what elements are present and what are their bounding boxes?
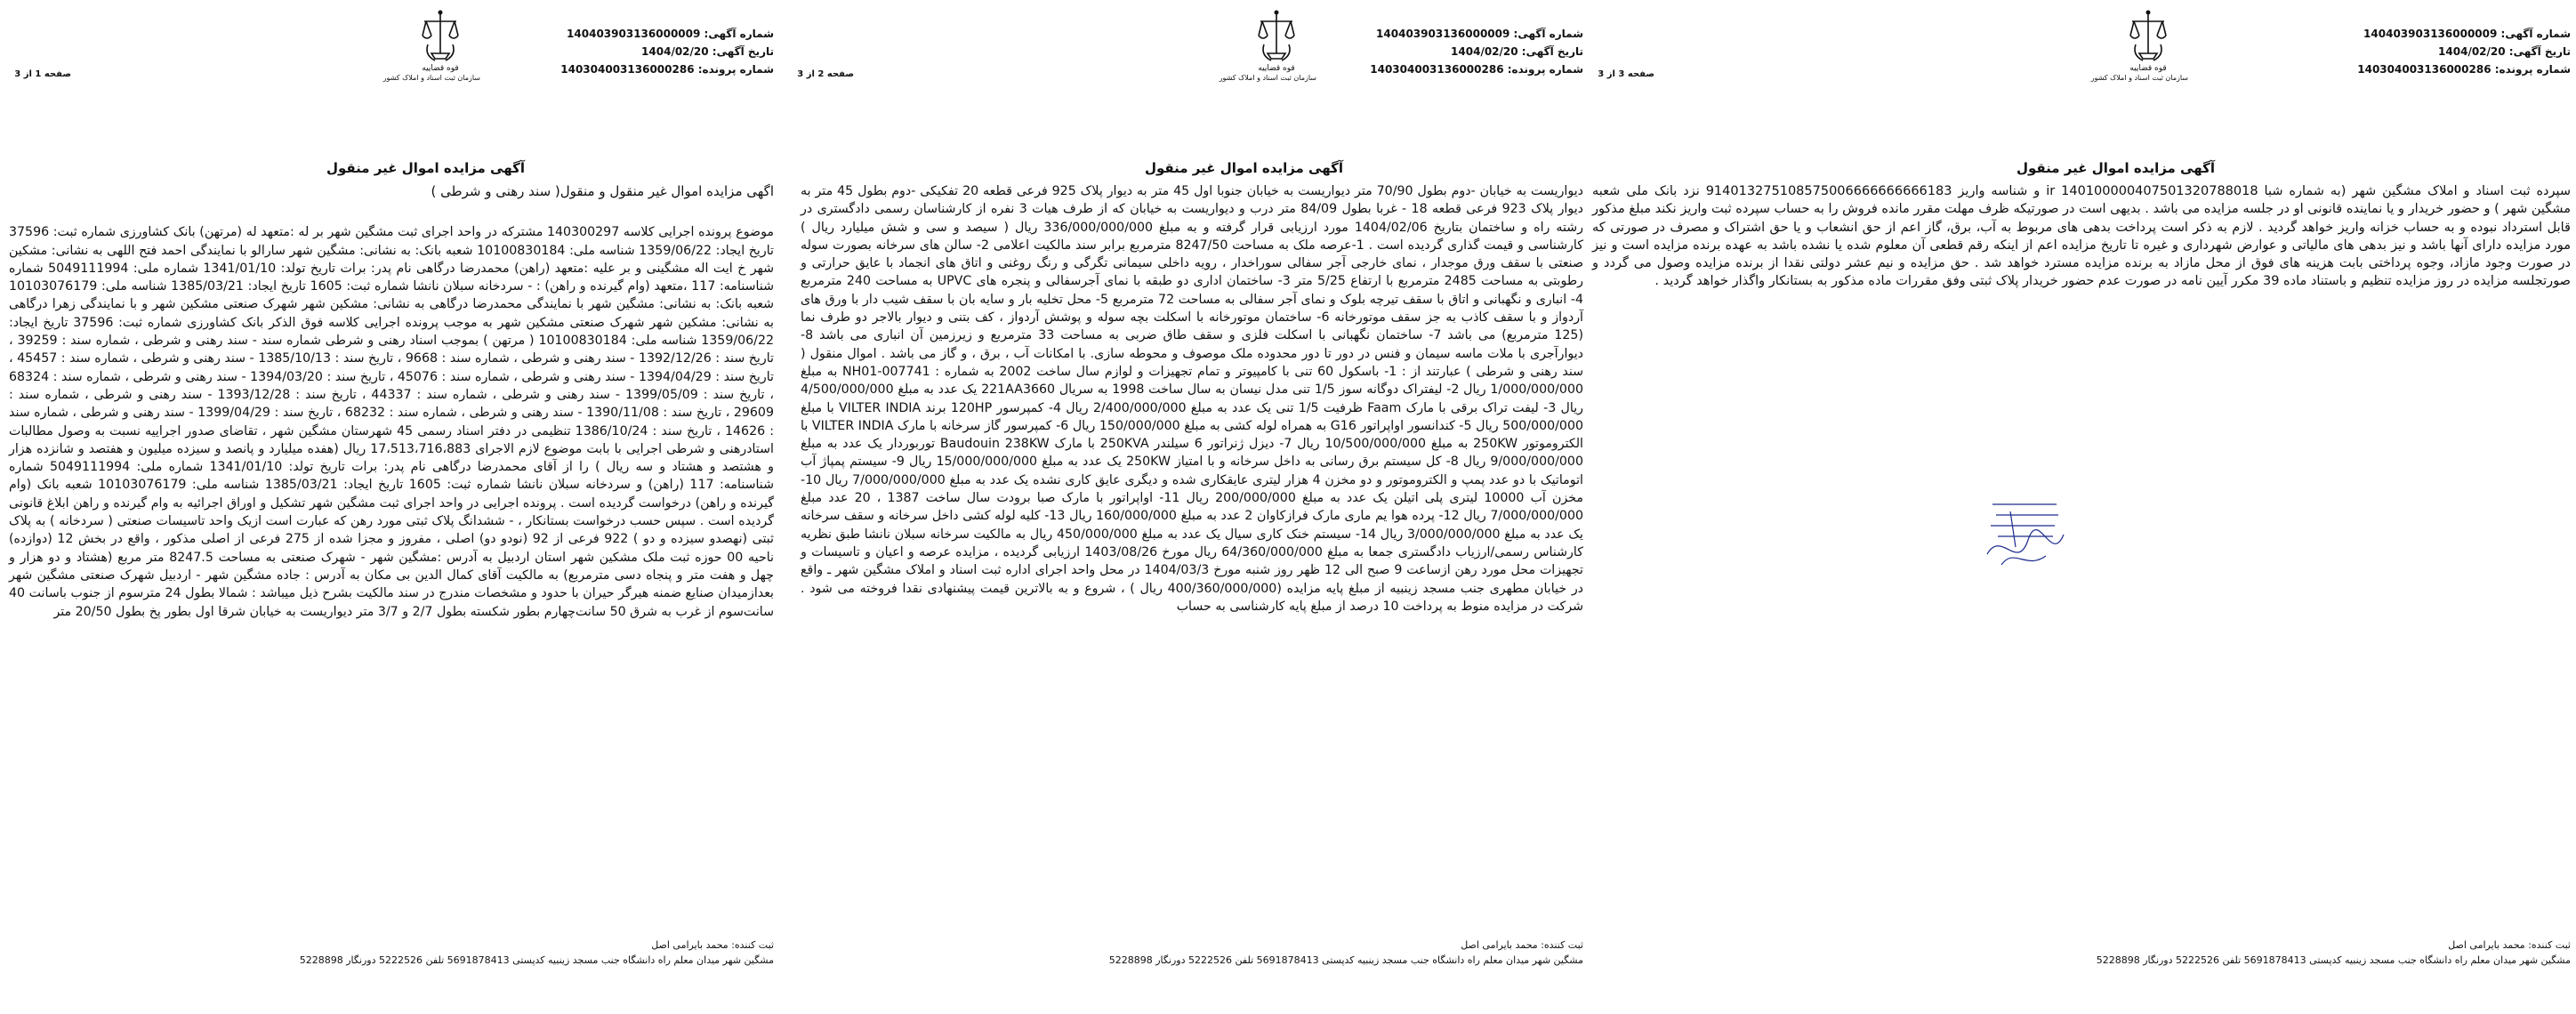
signer-line: ثبت کننده: محمد بایرامی اصل	[2448, 939, 2571, 951]
ad-meta	[2357, 25, 2571, 78]
body-paragraph: دیواریست به خیابان -دوم بطول 70/90 متر دیواریست به خیابان جنوبا اول 45 متر به دیوار پلاک 925 فرعی قطعه 20 تفکیکی -دوم بطول 45 متر به دیوار پلاک 923 فرعی قطعه 18 - غربا بطول 84/09 متر درب و دیواریست به خیابان که از طرف هیات 3 نفره از کارشناسان رسمی دادگستری در رشته راه و ساختمان بتاریخ 1404/02/06 مورد ارزیابی قرار گرفته و به مبلغ 336/000/000/000 ریال ( سیصد و سی و شش میلیارد ریال ) کارشناسی و قیمت گذاری گردیده است . 1-عرصه ملک به مساحت 8247/50 مترمربع برابر سند مالکیت اعلامی 2- سالن های سرخانه بصورت سوله صنعتی با سقف ورق موجدار ، نمای خارجی آجر سفالی سوراخدار ، رویه داخلی سیمانی تگرگی و رنگ روغنی و اتاق های انجماد با عایق حرارتی و رطوبتی به مساحت 2485 مترمربع با ارتفاع 5/25 متر 3- ساختمان اداری دو طبقه با نمای آجرسفالی و پنجره های UPVC به مساحت 240 مترمربع 4- انباری و نگهبانی و اتاق با سقف تیرچه بلوک و نمای آجر سفالی به مساحت 72 مترمربع 5- محل تخلیه بار و سایه بان با سقف شیب دار با ورق های آردواز و با سقف کاذب به جز سقف موتورخانه 6- ساختمان موتورخانه با اسکلت بچه سوله و پوشش آردواز ، کف بتنی و دیوار بالاجر دو طرف نما (125 مترمربع) می باشد 7- ساختمان نگهبانی با اسکلت فلزی و سقف طاق ضربی به مساحت 33 مترمربع و زیرزمین آن انباری می باشد 8- دیوارآجری با ملات ماسه سیمان و فنس در دور تا دور محدوده ملک موصوف و محوطه سازی. با امکانات آب ، برق ، و گاز می باشد . اموال منقول ( سند رهنی و شرطی ) عبارتند از : 1- باسکول 60 تنی با کامپیوتر و تمام تجهیزات و لوازم سال ساخت 2002 به شماره : NH01-007741 به مبلغ 1/000/000/000 ریال 2- لیفتراک دوگانه سوز 1/5 تنی مدل نیسان به سال ساخت 1998 به سریال 221AA3660 یک عدد به مبلغ 4/500/000/000 ریال 3- لیفت تراک برقی با مارک Faam ظرفیت 1/5 تنی یک عدد به مبلغ 2/400/000/000 ریال 4- کمپرسور 120HP برند VILTER INDIA با مبلغ 500/000/000 ریال 5- کندانسور اواپراتور G16 به همراه لوله کشی به مبلغ 150/000/000 ریال 6- کمپرسور گاز سرخانه با مارک VILTER INDIA با الکتروموتور 250KW به مبلغ 10/500/000/000 ریال 7- دیزل ژنراتور 6 سیلندر 250KVA با مارک Baudouin 238KW توربوردار یک عدد به مبلغ 9/000/000/000 ریال 8- کل سیستم برق رسانی به داخل سرخانه و با امتیاز 250KW یک عدد به مبلغ 15/000/000/000 ریال 9- سیستم پمپاژ آب اتوماتیک با دو عدد پمپ و الکتروموتور و دو مخزن 4 هزار لیتری عایقکاری شده و دیگری عایق کاری نشده یک عدد به مبلغ 7/000/000/000 ریال 10- مخزن آب 10000 لیتری پلی اتیلن یک عدد به مبلغ 200/000/000 ریال 11- اواپراتور با مارک صبا برودت سال ساخت 1387 ، 20 عدد مبلغ 7/000/000/000 ریال 12- پرده هوا یم ماری مارک فرازکاوان 2 عدد به مبلغ 160/000/000 ریال 13- کلیه لوله کشی داخل سرخانه و سقف سرخانه یک عدد به مبلغ 3/000/000/000 ریال 14- سیستم خنک کاری سیال یک عدد به مبلغ 450/000/000 ریال به مالکیت سرخانه سبلان نانشا طبق نظریه کارشناس رسمی/ارزیاب دادگستری جمعا به مبلغ 64/360/000/000 ریال مورخ 1403/08/26 ارزیابی گردیده ، مزایده عرصه و اعیان و تاسیسات و تجهیزات محل مورد رهن ازساعت 9 صبح الی 12 ظهر روز شنبه مورخ 1404/03/3 در محل واحد اجرای اداره ثبت اسناد و املاک مشگین شهر ـ واقع در خیابان مطهری جنب مسجد زینبیه از مبلغ پایه مزایده (400/360/000/000 ریال ) ، شروع و به بالاترین قیمت پیشنهادی نقدا فروخته می شود . شرکت در مزایده منوط به پرداخت 10 درصد از مبلغ پایه کارشناسی به حساب	[801, 184, 1584, 614]
ad-number: شماره آگهی: 140403903136000009	[567, 28, 774, 40]
ad-meta	[1370, 25, 1583, 78]
office-address: مشگین شهر میدان معلم راه دانشگاه جنب مسجد زینبیه کدپستی 5691878413 تلفن 5222526 دورنگار 5228898	[299, 954, 774, 966]
logo-caption-top: قوه قضاییه	[2129, 64, 2167, 73]
page-title: آگهی مزایده اموال غیر منقول	[1144, 160, 1343, 176]
body-paragraph: سپرده ثبت اسناد و املاک مشگین شهر (به شماره شبا 140100000407501320788018 ir و شناسه واریز 914013275108575006666666666183 نزد بانک ملی شعبه مشگین شهر ) و حضور خریدار و یا نماینده قانونی او در جلسه مزایده می باشد . بدیهی است در صورتیکه ظرف مهلت مقرر مانده فروش را به حساب سپرده ثبت واریز نکند مبلغ مذکور قابل استرداد نبوده و به حساب خزانه واریز خواهد گردید . لازم به ذکر است پرداخت بدهی های مربوط به آب، برق، گاز اعم از حق انشعاب و یا حق اشتراک و مصرف در صورتی که مورد مزایده دارای آنها باشد و نیز بدهی های مالیاتی و عوارض شهرداری و غیره تا تاریخ مزایده اعم از اینکه رقم قطعی آن معلوم شده یا نشده باشد به عهده برنده مزایده است و نیز در صورت وجود مازاد، وجوه پرداختی بابت هزینه های فوق از محل مازاد به برنده مزایده مسترد خواهد شد . حق مزایده و نیم عشر دولتی نقدا از برنده مزایده وصول می گردد و صورتجلسه مزایده در روز مزایده تنظیم و باستناد ماده 39 مکرر آیین نامه در صورت عدم حضور خریدار پلاک ثبتی وفق مقررات ماده مذکور به بستانکار واگذار خواهد گردید .	[1592, 184, 2572, 289]
ad-date: تاریخ آگهی: 1404/02/20	[641, 45, 774, 58]
signer-line: ثبت کننده: محمد بایرامی اصل	[651, 939, 774, 951]
page-number: صفحه 1 از 3	[14, 69, 71, 79]
logo-caption-top: قوه قضاییه	[1258, 64, 1295, 73]
scales-emblem-icon	[421, 9, 460, 64]
signature-stamp-icon	[1975, 485, 2073, 583]
document-page-1	[0, 0, 774, 1014]
document-page-3	[1592, 0, 2571, 1014]
logo-caption-bottom: سازمان ثبت اسناد و املاک کشور	[382, 74, 480, 82]
ad-date: تاریخ آگهی: 1404/02/20	[2438, 45, 2571, 58]
ad-meta	[560, 25, 774, 78]
signer-line: ثبت کننده: محمد بایرامی اصل	[1461, 939, 1583, 951]
office-address: مشگین شهر میدان معلم راه دانشگاه جنب مسجد زینبیه کدپستی 5691878413 تلفن 5222526 دورنگار 5228898	[1108, 954, 1583, 966]
document-page-2	[783, 0, 1583, 1014]
ad-date: تاریخ آگهی: 1404/02/20	[1451, 45, 1583, 58]
body-text	[9, 182, 774, 621]
body-paragraph: موضوع پرونده اجرایی کلاسه 140300297 مشترکه در واحد اجرای ثبت مشگین شهر بر له :متعهد له (مرتهن) بانک کشاورزی شماره ثبت: 37596 تاریخ ایجاد: 1359/06/22 شناسه ملی: 10100830184 شعبه بانک: به نشانی: مشگین شهر سارالو با نمایندگی احمد فتح اللهی به نشانی: مشکین شهر خ ایت اله مشگینی و بر علیه :متعهد (راهن) محمدرضا درگاهی نام پدر: برات تاریخ تولد: 1341/01/10 شماره ملی: 5049111994 شماره شناسنامه: 117 ،متعهد (وام گیرنده و راهن) : - سردخانه سبلان نانشا شماره ثبت: 1605 تاریخ ایجاد: 1385/03/21 شناسه ملی: 10103076179 شعبه بانک: به نشانی: مشگین شهر با نمایندگی محمدرضا درگاهی به نشانی: مشکین شهر شهرک صنعتی مشکین شهر و با نمایندگی زهرا درگاهی به نشانی: مشکین شهر شهرک صنعتی مشکین شهر به موجب پرونده اجرایی کلاسه فوق الذکر بانک کشاورزی شماره ثبت: 37596 تاریخ ایجاد: 1359/06/22 شناسه ملی: 10100830184 ( مرتهن ) بموجب اسناد رهنی و شرطی شماره سند - سند رهنی و شرطی ، شماره سند : 39259 ، تاریخ سند : 1392/12/26 - سند رهنی و شرطی ، شماره سند : 9668 ، تاریخ سند : 1385/10/13 - سند رهنی و شرطی ، شماره سند : 45457 ، تاریخ سند : 1394/04/29 - سند رهنی و شرطی ، شماره سند : 45076 ، تاریخ سند : 1394/03/20 - سند رهنی و شرطی ، شماره سند : 68324 ، تاریخ سند : 1399/05/09 - سند رهنی و شرطی ، شماره سند : 44337 ، تاریخ سند : 1393/12/28 - سند رهنی و شرطی ، شماره سند : 29609 ، تاریخ سند : 1390/11/08 - سند رهنی و شرطی ، شماره سند : 68232 ، تاریخ سند : 1399/04/29 - سند رهنی و شرطی ، شماره سند : 14626 ، تاریخ سند : 1386/10/24 تنظیمی در دفتر اسناد رسمی 45 شهرستان مشگین شهر ، تقاضای صدور اجراییه نسبت به وصول مطالبات استادرهنی و شرطی اجرایی با بابت موضوع لازم الاجرای 17،513،716،883 ریال (هفده میلیارد و پانصد و سیزده میلیون و هفتصد و شانزده هزار و هشتصد و هشتاد و سه ریال ) را از آقای محمدرضا درگاهی نام پدر: برات تاریخ تولد: 1341/01/10 شماره ملی: 5049111994 شماره شناسنامه: 117 (راهن) و سردخانه سبلان نانشا شماره ثبت: 1605 تاریخ ایجاد: 1385/03/21 شناسه ملی: 10103076179 شعبه بانک (وام گیرنده و راهن) درخواست گردیده است . پرونده اجرایی در واحد اجرای ثبت مشگین شهر تشکیل و اوراق اجرائیه به وام گیرنده و راهن ابلاغ قانونی گردیده است . سپس حسب درخواست بستانکار ، - ششدانگ پلاک ثبتی مورد رهن که عبارت است ازیک واحد تاسیسات صنعتی ( سردخانه ) به پلاک ثبتی (نهصدو سیزده و دو ) 922 فرعی از 92 (نودو دو) اصلی ، مفروز و مجزا شده از 275 فرعی از اصلی مذکور ، واقع در بخش 12 (دوازده) ناحیه 00 حوزه ثبت ملک مشکین شهر استان اردبیل به آدرس :مشگین شهر - شهرک صنعتی به مساحت 8247.5 متر مربع (هشتاد و دو هزار و چهل و هفت متر و پنجاه دسی مترمربع) به مالکیت آقای کمال الدین بی مکان به آدرس : جاده مشگین شهر - اردبیل شهرک صنعتی مشگین شهر بعدازمیدان صنایع ضمنه هیرگر حیران با حدود و مشخصات مندرج در سند مالکیت بشرح ذیل میباشد : شمالا بطول 24 مترسوم از جنوب باسانت 40 سانت‌سوم از غرب به شرق 50 سانت‌چهارم بطور شکسته بطول 2/7 و 3/7 متر دیواریست به خیابان شرقا اول بطور پخ بطول 20/50 متر	[9, 225, 775, 619]
judiciary-logo	[2090, 9, 2188, 93]
logo-caption-bottom: سازمان ثبت اسناد و املاک کشور	[1219, 74, 1316, 82]
ad-number: شماره آگهی: 140403903136000009	[1376, 28, 1583, 40]
case-number: شماره پرونده: 140304003136000286	[2357, 63, 2571, 76]
scales-emblem-icon	[1257, 9, 1296, 64]
judiciary-logo	[382, 9, 480, 93]
page-title: آگهی مزایده اموال غیر منقول	[326, 160, 525, 176]
logo-caption-bottom: سازمان ثبت اسناد و املاک کشور	[2090, 74, 2188, 82]
case-number: شماره پرونده: 140304003136000286	[1370, 63, 1583, 76]
body-text	[1592, 182, 2571, 291]
case-number: شماره پرونده: 140304003136000286	[560, 63, 774, 76]
judiciary-logo	[1219, 9, 1316, 93]
page-title: آگهی مزایده اموال غیر منقول	[2016, 160, 2215, 176]
body-subtitle: اگهی مزایده اموال غیر منقول و منقول( سند رهنی و شرطی )	[431, 183, 774, 199]
body-text	[801, 182, 1583, 616]
page-number: صفحه 3 از 3	[1598, 69, 1654, 79]
ad-number: شماره آگهی: 140403903136000009	[2363, 28, 2571, 40]
page-number: صفحه 2 از 3	[797, 69, 854, 79]
office-address: مشگین شهر میدان معلم راه دانشگاه جنب مسجد زینبیه کدپستی 5691878413 تلفن 5222526 دورنگار 5228898	[2096, 954, 2571, 966]
logo-caption-top: قوه قضاییه	[422, 64, 459, 73]
scales-emblem-icon	[2129, 9, 2168, 64]
